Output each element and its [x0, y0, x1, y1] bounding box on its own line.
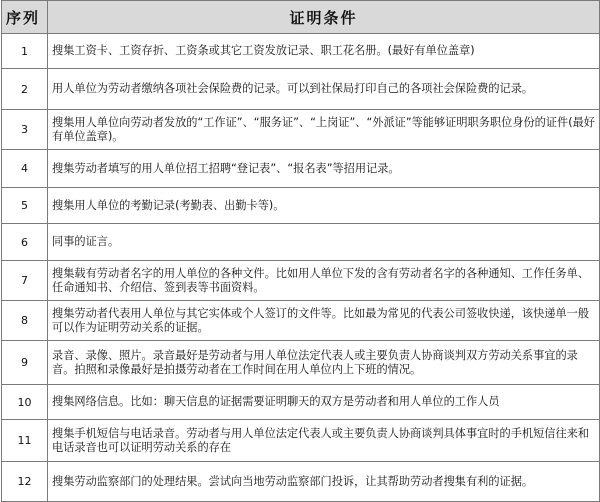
row-number: 1 [2, 34, 48, 69]
row-number: 11 [2, 420, 48, 462]
table-row [2, 301, 600, 341]
row-number: 7 [2, 261, 48, 301]
row-number: 6 [2, 224, 48, 261]
row-condition: 同事的证言。 [48, 224, 600, 261]
table-row [2, 261, 600, 301]
table-row [2, 110, 600, 150]
row-condition: 搜集劳动者填写的用人单位招工招聘“登记表”、“报名表”等招用记录。 [48, 150, 600, 188]
row-number: 2 [2, 69, 48, 110]
header-condition: 证明条件 [48, 1, 600, 34]
table-row [2, 224, 600, 261]
table-row [2, 341, 600, 385]
row-condition: 搜集手机短信与电话录音。劳动者与用人单位法定代表人或主要负责人协商谈判具体事宜时的手机短信往来和电话录音也可以证明劳动关系的存在 [48, 420, 600, 462]
table-row [2, 385, 600, 420]
row-number: 10 [2, 385, 48, 420]
row-condition: 搜集工资卡、工资存折、工资条或其它工资发放记录、职工花名册。(最好有单位盖章) [48, 34, 600, 69]
row-number: 5 [2, 188, 48, 224]
evidence-table [1, 0, 600, 502]
row-number: 9 [2, 341, 48, 385]
row-condition: 录音、录像、照片。录音最好是劳动者与用人单位法定代表人或主要负责人协商谈判双方劳动关系事宜的录音。拍照和录像最好是拍摄劳动者在工作时间在用人单位内上下班的情况。 [48, 341, 600, 385]
table-row [2, 420, 600, 462]
row-condition: 搜集用人单位向劳动者发放的“工作证”、“服务证”、“上岗证”、“外派证”等能够证明职务职位身份的证件(最好有单位盖章)。 [48, 110, 600, 150]
header-seq: 序列 [2, 1, 48, 34]
table-row [2, 150, 600, 188]
row-condition: 搜集劳动者代表用人单位与其它实体或个人签订的文件等。比如最为常见的代表公司签收快递，该快递单一般可以作为证明劳动关系的证据。 [48, 301, 600, 341]
table-row [2, 188, 600, 224]
table-row [2, 462, 600, 502]
row-condition: 搜集载有劳动者名字的用人单位的各种文件。比如用人单位下发的含有劳动者名字的各种通知、工作任务单、任命通知书、介绍信、签到表等书面资料。 [48, 261, 600, 301]
row-condition: 搜集网络信息。比如：聊天信息的证据需要证明聊天的双方是劳动者和用人单位的工作人员 [48, 385, 600, 420]
row-number: 12 [2, 462, 48, 502]
table-row [2, 69, 600, 110]
table-row [2, 34, 600, 69]
row-condition: 用人单位为劳动者缴纳各项社会保险费的记录。可以到社保局打印自己的各项社会保险费的记录。 [48, 69, 600, 110]
row-number: 8 [2, 301, 48, 341]
row-number: 4 [2, 150, 48, 188]
table-header-row [2, 1, 600, 34]
row-condition: 搜集劳动监察部门的处理结果。尝试向当地劳动监察部门投诉，让其帮助劳动者搜集有利的证据。 [48, 462, 600, 502]
row-number: 3 [2, 110, 48, 150]
row-condition: 搜集用人单位的考勤记录(考勤表、出勤卡等)。 [48, 188, 600, 224]
